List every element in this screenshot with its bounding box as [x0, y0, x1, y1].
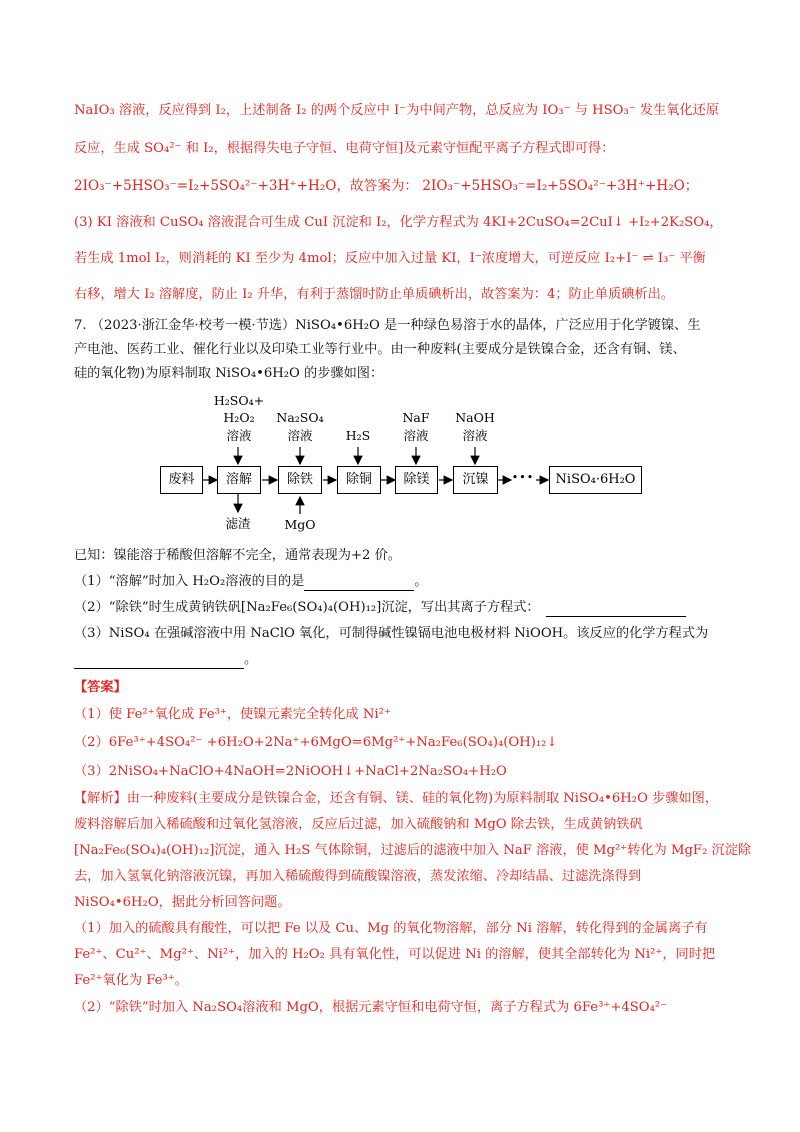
analysis-line: Fe²⁺、Cu²⁺、Mg²⁺、Ni²⁺，加入的 H₂O₂ 具有氧化性，可以促进 Ni 的溶解，使其全部转化为 Ni²⁺，同时把: [74, 947, 716, 962]
analysis-line: 去，加入氢氧化钠溶液沉镍，再加入稀硫酸得到硫酸镍溶液，蒸发浓缩、冷却结晶、过滤洗涤得到: [74, 869, 642, 884]
text-line: NaIO₃ 溶液，反应得到 I₂，上述制备 I₂ 的两个反应中 I⁻为中间产物，总反应为 IO₃⁻ 与 HSO₃⁻ 发生氧化还原: [74, 103, 720, 118]
flow-box-product: NiSO₄·6H₂O: [549, 466, 642, 494]
answer-blank[interactable]: [546, 602, 686, 617]
flow-box-dissolve: 溶解: [217, 466, 261, 494]
reagent-naf: NaF: [402, 410, 430, 425]
answer-blank[interactable]: [74, 654, 244, 669]
question-3-blank: 。: [74, 651, 730, 669]
question-intro: 产电池、医药工业、催化行业以及印染工业等行业中。由一种废料(主要成分是铁镍合金，还含有铜、镁、: [74, 342, 686, 357]
answer-header: 【答案】: [74, 680, 127, 695]
text-line: 反应，生成 SO₄²⁻ 和 I₂，根据得失电子守恒、电荷守恒]及元素守恒配平离子方程式即可得：: [74, 141, 615, 156]
reagent-solution: 溶液: [287, 428, 313, 443]
analysis-line: （2）“除铁”时加入 Na₂SO₄溶液和 MgO，根据元素守恒和电荷守恒，离子方程式为 6Fe³⁺+4SO₄²⁻: [74, 1000, 668, 1015]
reagent-solution: 溶液: [226, 428, 252, 443]
reagent-h2o2: H₂O₂: [223, 410, 255, 425]
question-3: （3）NiSO₄ 在强碱溶液中用 NaClO 氧化，可制得碱性镍镉电池电极材料 NiOOH。该反应的化学方程式为: [74, 626, 709, 641]
reagent-h2s: H₂S: [345, 428, 371, 443]
flow-box-remove-copper: 除铜: [337, 466, 381, 494]
flow-box-waste: 废料: [160, 466, 203, 494]
reagent-solution: 溶液: [462, 428, 488, 443]
analysis-line: [Na₂Fe₆(SO₄)₄(OH)₁₂]沉淀，通入 H₂S 气体除铜，过滤后的滤液中加入 NaF 溶液，使 Mg²⁺转化为 MgF₂ 沉淀除: [74, 843, 752, 858]
answer-2: （2）6Fe³⁺+4SO₄²⁻ +6H₂O+2Na⁺+6MgO=6Mg²⁺+Na₂Fe₆(SO₄)₄(OH)₁₂↓: [74, 735, 558, 750]
reagent-naoh: NaOH: [455, 410, 495, 425]
answer-blank[interactable]: [304, 576, 414, 591]
known-condition: 已知：镍能溶于稀酸但溶解不完全，通常表现为+2 价。: [74, 548, 401, 563]
reagent-na2so4: Na₂SO₄: [276, 410, 324, 425]
question-1: （1）“溶解”时加入 H₂O₂溶液的目的是 。: [74, 574, 428, 589]
reagent-solution: 溶液: [403, 428, 429, 443]
question-intro: 7. （2023·浙江金华·校考一模·节选）NiSO₄•6H₂O 是一种绿色易溶于水的晶体，广泛应用于化学镀镍、生: [74, 318, 701, 333]
analysis-line: （1）加入的硫酸具有酸性，可以把 Fe 以及 Cu、Mg 的氧化物溶解，部分 Ni 溶解，转化得到的金属离子有: [74, 921, 708, 936]
flow-box-remove-magnesium: 除镁: [395, 466, 438, 494]
mgo-label: MgO: [284, 517, 316, 532]
answer-3: （3）2NiSO₄+NaClO+4NaOH=2NiOOH↓+NaCl+2Na₂SO₄+H₂O: [74, 764, 507, 779]
analysis-line: 【解析】由一种废料(主要成分是铁镍合金，还含有铜、镁、硅的氧化物)为原料制取 NiSO₄•6H₂O 步骤如图，: [74, 791, 719, 806]
question-intro: 硅的氧化物)为原料制取 NiSO₄•6H₂O 的步骤如图：: [74, 366, 384, 381]
answer-1: （1）使 Fe²⁺氧化成 Fe³⁺，使镍元素完全转化成 Ni²⁺: [74, 707, 391, 722]
question-2: （2）“除铁”时生成黄钠铁矾[Na₂Fe₆(SO₄)₄(OH)₁₂]沉淀，写出其离子方程式：: [74, 599, 730, 617]
analysis-line: Fe²⁺氧化为 Fe³⁺。: [74, 973, 188, 988]
text-line: (3) KI 溶液和 CuSO₄ 溶液混合可生成 CuI 沉淀和 I₂，化学方程式为 4KI+2CuSO₄=2CuI↓ +I₂+2K₂SO₄，: [74, 215, 723, 230]
residue-label: 滤渣: [225, 516, 251, 531]
text-line: 若生成 1mol I₂，则消耗的 KI 至少为 4mol；反应中加入过量 KI，I⁻浓度增大，可逆反应 I₂+I⁻ ⇌ I₃⁻ 平衡: [74, 251, 706, 266]
analysis-line: NiSO₄•6H₂O，据此分析回答问题。: [74, 895, 291, 910]
flow-box-precipitate-nickel: 沉镍: [453, 466, 498, 494]
equation-line: 2IO₃⁻+5HSO₃⁻=I₂+5SO₄²⁻+3H⁺+H₂O，故答案为： 2IO₃⁻+5HSO₃⁻=I₂+5SO₄²⁻+3H⁺+H₂O；: [74, 178, 699, 194]
reagent-h2so4: H₂SO₄+: [213, 393, 265, 408]
flow-box-remove-iron: 除铁: [278, 466, 322, 494]
text-line: 右移，增大 I₂ 溶解度，防止 I₂ 升华，有利于蒸馏时防止单质碘析出，故答案为：4；防止单质碘析出。: [74, 287, 675, 302]
flow-ellipsis: •••: [511, 471, 535, 484]
analysis-line: 废料溶解后加入稀硫酸和过氧化氢溶液，反应后过滤，加入硫酸钠和 MgO 除去铁，生成黄钠铁矾: [74, 817, 643, 832]
